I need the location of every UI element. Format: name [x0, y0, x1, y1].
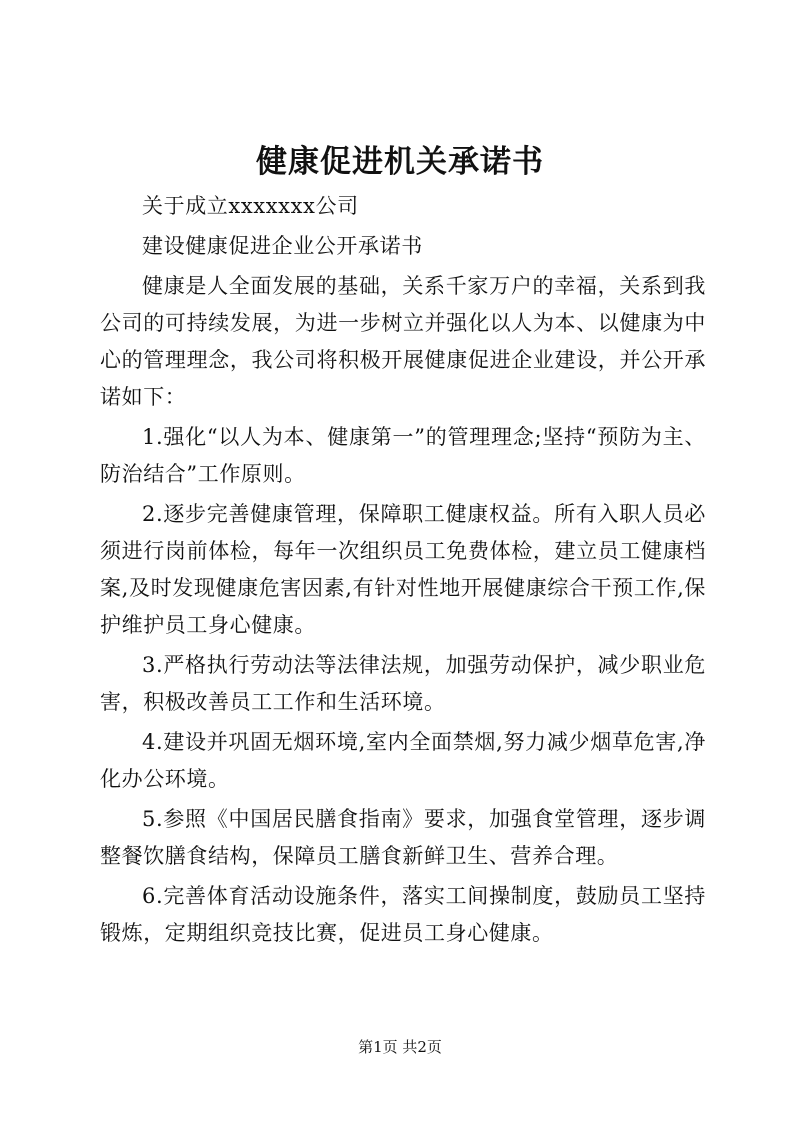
- paragraph-subtitle: 建设健康促进企业公开承诺书: [142, 234, 423, 258]
- paragraph-item-1: 1.强化“以人为本、健康第一”的管理理念;坚持“预防为主、防治结合”工作原则。: [100, 425, 706, 486]
- paragraph-company: 关于成立xxxxxxx公司: [142, 194, 359, 218]
- paragraph-item-3: 3.严格执行劳动法等法律法规，加强劳动保护，减少职业危害，积极改善员工工作和生活环境。: [100, 653, 706, 714]
- page-number-footer: 第1页 共2页: [358, 1038, 442, 1056]
- paragraph-item-2: 2.逐步完善健康管理，保障职工健康权益。所有入职人员必须进行岗前体检，每年一次组织员工免费体检，建立员工健康档案,及时发现健康危害因素,有针对性地开展健康综合干预工作,保护维护员工身心健康。: [100, 502, 706, 637]
- paragraph-item-4: 4.建设并巩固无烟环境,室内全面禁烟,努力减少烟草危害,净化办公环境。: [100, 730, 706, 791]
- paragraph-intro: 健康是人全面发展的基础，关系千家万户的幸福，关系到我公司的可持续发展，为进一步树立并强化以人为本、以健康为中心的管理理念，我公司将积极开展健康促进企业建设，并公开承诺如下：: [100, 274, 706, 409]
- paragraph-item-5: 5.参照《中国居民膳食指南》要求，加强食堂管理，逐步调整餐饮膳食结构，保障员工膳食新鲜卫生、营养合理。: [100, 807, 706, 868]
- document-title: 健康促进机关承诺书: [256, 144, 544, 180]
- document-body: [100, 188, 706, 952]
- paragraph-item-6: 6.完善体育活动设施条件，落实工间操制度，鼓励员工坚持锻炼，定期组织竞技比赛，促进员工身心健康。: [100, 884, 706, 945]
